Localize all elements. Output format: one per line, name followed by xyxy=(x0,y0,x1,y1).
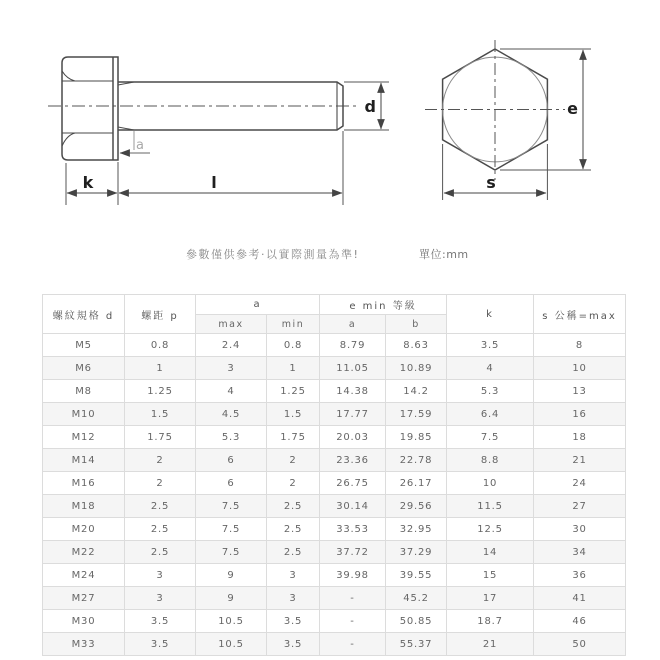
table-cell: 2 xyxy=(125,449,196,472)
subheader-e-b: b xyxy=(386,315,447,334)
table-cell: 13 xyxy=(534,380,626,403)
table-cell: 37.72 xyxy=(320,541,386,564)
table-cell: M22 xyxy=(43,541,125,564)
header-k: k xyxy=(447,295,534,334)
table-cell: 2 xyxy=(267,472,320,495)
table-cell: 46 xyxy=(534,610,626,633)
table-cell: 24 xyxy=(534,472,626,495)
table-cell: 5.3 xyxy=(196,426,267,449)
table-cell: 2.5 xyxy=(267,541,320,564)
table-cell: 3.5 xyxy=(447,334,534,357)
table-cell: 33.53 xyxy=(320,518,386,541)
subheader-e-a: a xyxy=(320,315,386,334)
table-cell: 1 xyxy=(125,357,196,380)
table-cell: 5.3 xyxy=(447,380,534,403)
a-dimension-label: a xyxy=(136,138,144,153)
l-dimension-label: l xyxy=(211,173,217,192)
table-cell: 50.85 xyxy=(386,610,447,633)
table-cell: 29.56 xyxy=(386,495,447,518)
table-cell: 1.5 xyxy=(125,403,196,426)
table-row xyxy=(43,495,626,518)
table-cell: 3.5 xyxy=(267,610,320,633)
table-cell: 0.8 xyxy=(125,334,196,357)
unit-label: 單位:mm xyxy=(419,248,469,261)
table-cell: 14 xyxy=(447,541,534,564)
table-cell: 1.75 xyxy=(125,426,196,449)
table-cell: 39.55 xyxy=(386,564,447,587)
table-cell: 32.95 xyxy=(386,518,447,541)
table-cell: 14.38 xyxy=(320,380,386,403)
table-row xyxy=(43,610,626,633)
table-row xyxy=(43,380,626,403)
table-row xyxy=(43,564,626,587)
table-cell: 27 xyxy=(534,495,626,518)
table-cell: 6 xyxy=(196,449,267,472)
table-cell: 1.25 xyxy=(125,380,196,403)
head-chamfer-top xyxy=(62,71,75,81)
table-cell: M8 xyxy=(43,380,125,403)
table-cell: 3.5 xyxy=(125,633,196,656)
table-cell: 3 xyxy=(267,587,320,610)
table-cell: 17 xyxy=(447,587,534,610)
table-cell: 9 xyxy=(196,587,267,610)
table-row xyxy=(43,472,626,495)
table-cell: 10 xyxy=(534,357,626,380)
table-cell: 30 xyxy=(534,518,626,541)
disclaimer-text: 參數僅供參考·以實際測量為準! xyxy=(186,248,360,261)
table-cell: M6 xyxy=(43,357,125,380)
table-cell: 3.5 xyxy=(125,610,196,633)
table-cell: 34 xyxy=(534,541,626,564)
table-cell: 39.98 xyxy=(320,564,386,587)
table-cell: 18.7 xyxy=(447,610,534,633)
table-cell: 37.29 xyxy=(386,541,447,564)
table-cell: 10.5 xyxy=(196,633,267,656)
table-cell: 50 xyxy=(534,633,626,656)
d-dimension-label: d xyxy=(364,97,376,116)
table-cell: 7.5 xyxy=(196,541,267,564)
table-cell: - xyxy=(320,610,386,633)
table-cell: 8.63 xyxy=(386,334,447,357)
table-cell: 2.5 xyxy=(125,518,196,541)
table-cell: 4 xyxy=(196,380,267,403)
table-cell: 10.89 xyxy=(386,357,447,380)
table-row xyxy=(43,357,626,380)
table-row xyxy=(43,334,626,357)
table-cell: 18 xyxy=(534,426,626,449)
bolt-head-view xyxy=(425,40,565,180)
table-cell: 4.5 xyxy=(196,403,267,426)
table-cell: 2.5 xyxy=(267,518,320,541)
table-cell: 45.2 xyxy=(386,587,447,610)
table-cell: 11.05 xyxy=(320,357,386,380)
head-chamfer-bottom xyxy=(62,133,75,146)
table-cell: 22.78 xyxy=(386,449,447,472)
table-row xyxy=(43,449,626,472)
table-cell: M18 xyxy=(43,495,125,518)
table-cell: 1 xyxy=(267,357,320,380)
k-dimension-label: k xyxy=(82,173,94,192)
table-cell: 55.37 xyxy=(386,633,447,656)
bolt-side-view xyxy=(48,57,358,160)
table-cell: 17.59 xyxy=(386,403,447,426)
table-cell: 8 xyxy=(534,334,626,357)
table-cell: 2.5 xyxy=(267,495,320,518)
header-a: a xyxy=(196,295,320,315)
table-cell: 10 xyxy=(447,472,534,495)
table-cell: 15 xyxy=(447,564,534,587)
table-cell: - xyxy=(320,633,386,656)
s-dimension-label: s xyxy=(486,173,496,192)
table-cell: 26.17 xyxy=(386,472,447,495)
table-cell: 11.5 xyxy=(447,495,534,518)
table-cell: 7.5 xyxy=(196,495,267,518)
table-row xyxy=(43,587,626,610)
table-cell: 2.4 xyxy=(196,334,267,357)
table-cell: M10 xyxy=(43,403,125,426)
header-row xyxy=(43,295,626,315)
table-cell: 2.5 xyxy=(125,541,196,564)
table-cell: 6 xyxy=(196,472,267,495)
table-cell: 2 xyxy=(125,472,196,495)
table-cell: 3 xyxy=(125,587,196,610)
bolt-head-outline xyxy=(62,57,118,160)
table-cell: 3.5 xyxy=(267,633,320,656)
table-cell: 26.75 xyxy=(320,472,386,495)
side-view-dimensions xyxy=(66,82,389,205)
table-cell: 7.5 xyxy=(196,518,267,541)
table-cell: 36 xyxy=(534,564,626,587)
table-cell: 19.85 xyxy=(386,426,447,449)
table-cell: M12 xyxy=(43,426,125,449)
table-cell: M5 xyxy=(43,334,125,357)
table-cell: M27 xyxy=(43,587,125,610)
table-row xyxy=(43,541,626,564)
table-cell: 10.5 xyxy=(196,610,267,633)
table-cell: 3 xyxy=(196,357,267,380)
header-pitch: 螺距 p xyxy=(125,295,196,334)
e-dimension-label: e xyxy=(567,99,578,118)
table-row xyxy=(43,633,626,656)
subheader-a-min: min xyxy=(267,315,320,334)
table-cell: M33 xyxy=(43,633,125,656)
subheader-a-max: max xyxy=(196,315,267,334)
table-cell: 41 xyxy=(534,587,626,610)
header-e-min: e min 等級 xyxy=(320,295,447,315)
table-cell: 17.77 xyxy=(320,403,386,426)
table-cell: 20.03 xyxy=(320,426,386,449)
table-row xyxy=(43,426,626,449)
table-cell: 21 xyxy=(447,633,534,656)
table-cell: 8.79 xyxy=(320,334,386,357)
table-cell: 3 xyxy=(125,564,196,587)
table-cell: 6.4 xyxy=(447,403,534,426)
bolt-drawings xyxy=(0,0,660,285)
spec-table xyxy=(42,294,626,656)
table-cell: 4 xyxy=(447,357,534,380)
table-cell: 1.25 xyxy=(267,380,320,403)
table-cell: M24 xyxy=(43,564,125,587)
head-view-dimensions xyxy=(443,49,591,200)
table-cell: M16 xyxy=(43,472,125,495)
table-cell: 12.5 xyxy=(447,518,534,541)
table-cell: 21 xyxy=(534,449,626,472)
table-cell: 0.8 xyxy=(267,334,320,357)
table-cell: 30.14 xyxy=(320,495,386,518)
table-row xyxy=(43,403,626,426)
table-cell: 1.5 xyxy=(267,403,320,426)
header-thread-spec: 螺紋規格 d xyxy=(43,295,125,334)
table-cell: 8.8 xyxy=(447,449,534,472)
table-cell: 14.2 xyxy=(386,380,447,403)
table-cell: 2 xyxy=(267,449,320,472)
table-cell: M14 xyxy=(43,449,125,472)
table-row xyxy=(43,518,626,541)
table-cell: - xyxy=(320,587,386,610)
table-cell: M20 xyxy=(43,518,125,541)
table-cell: 9 xyxy=(196,564,267,587)
table-cell: 16 xyxy=(534,403,626,426)
table-cell: 1.75 xyxy=(267,426,320,449)
header-s: s 公稱=max xyxy=(534,295,626,334)
table-cell: 7.5 xyxy=(447,426,534,449)
table-cell: M30 xyxy=(43,610,125,633)
table-cell: 2.5 xyxy=(125,495,196,518)
table-cell: 23.36 xyxy=(320,449,386,472)
table-cell: 3 xyxy=(267,564,320,587)
